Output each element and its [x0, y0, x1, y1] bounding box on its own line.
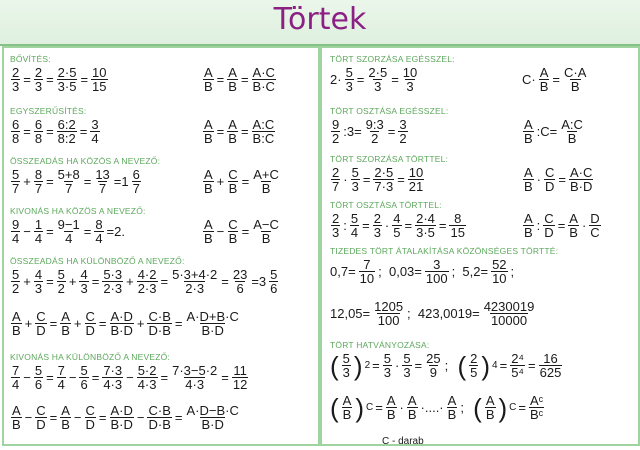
heading-hatvany: TÖRT HATVÁNYOZÁSA:	[330, 340, 430, 350]
expr-hatvany-2: ( $\frac{A}{B}$ ) C = $\frac{A}{B}$ · $\frac{A}{B}$ ·....· $\frac{A}{B}$ ; ( $\frac{A}{B}$ ) C = $\frac{\text{Aᶜ}}{\text{Bᶜ}}$	[330, 392, 544, 423]
heading-kivonas-kulonbozo: KIVONÁS HA KÜLÖNBÖZŐ A NEVEZŐ:	[10, 352, 170, 362]
page-title: Törtek	[273, 2, 367, 37]
expr-egyszerusites-1: $\frac{6}{8}$ = $\frac{6}{8}$ = $\frac{6:2}{8:2}$ = $\frac{3}{4}$	[12, 117, 99, 146]
expr-kivonas-kulonbozo-2: $\frac{A}{B}$ − $\frac{C}{D}$ = $\frac{A}{B}$ − $\frac{C}{D}$ = $\frac{A\cdot D}{B\cdot D}$ − $\frac{C\cdot B}{D\cdot B}$ = $\frac{A\cdot D-B\cdot C}{B\cdot D}$	[12, 403, 239, 432]
expr-osszeadas-kozos-1: $\frac{5}{7}$ + $\frac{8}{7}$ = $\frac{5+8}{7}$ = $\frac{13}{7}$ =1 $\frac{6}{7}$	[12, 167, 140, 196]
heading-osszeadas-kozos: ÖSSZEADÁS HA KÖZÖS A NEVEZŐ:	[10, 156, 161, 166]
expr-kivonas-kozos-1: $\frac{9}{4}$ − $\frac{1}{4}$ = $\frac{9-1}{4}$ = $\frac{8}{4}$ =2.	[12, 217, 125, 246]
heading-tizedes: TIZEDES TÖRT ÁTALAKÍTÁSA KÖZÖNSÉGES TÖRTTÉ:	[330, 246, 559, 256]
expr-tizedes-2: 12,05= $\frac{1205}{100}$ ; 423,0019= $\frac{4230019}{10000}$	[330, 299, 535, 328]
expr-kivonas-kozos-2: $\frac{A}{B}$ − $\frac{C}{B}$ = $\frac{A-C}{B}$	[204, 217, 279, 246]
expr-hatvany-1: ( $\frac{5}{3}$ ) 2 = $\frac{5}{3}$ · $\frac{5}{3}$ = $\frac{25}{9}$ ; ( $\frac{2}{5}$ ) 4 = $\frac{\text{2⁴}}{\text{5⁴}}$ = $\frac{16}{625}$	[330, 350, 562, 381]
expr-egyszerusites-2: $\frac{A}{B}$ = $\frac{A}{B}$ = $\frac{A:C}{B:C}$	[204, 117, 275, 146]
c-darab-label: C - darab	[382, 436, 424, 447]
expr-osztas-egesz-2: $\frac{A}{B}$ :C= $\frac{A:C}{B}$	[524, 117, 583, 146]
expr-osszeadas-kulonbozo-2: $\frac{A}{B}$ + $\frac{C}{D}$ = $\frac{A}{B}$ + $\frac{C}{D}$ = $\frac{A\cdot D}{B\cdot D}$ + $\frac{C\cdot B}{D\cdot B}$ = $\frac{A\cdot D+B\cdot C}{B\cdot D}$	[12, 309, 239, 338]
right-panel	[320, 46, 640, 446]
expr-osztas-egesz-1: $\frac{9}{2}$ :3= $\frac{9:3}{2}$ = $\frac{3}{2}$	[332, 117, 407, 146]
expr-tizedes-1: 0,7= $\frac{7}{10}$ ; 0,03= $\frac{3}{100}$ ; 5,2= $\frac{52}{10}$ ;	[330, 257, 515, 286]
heading-szorzas-egesz: TÖRT SZORZÁSA EGÉSSZEL:	[330, 54, 455, 64]
heading-egyszerusites: EGYSZERŰSÍTÉS:	[10, 106, 87, 116]
expr-szorzas-tort-2: $\frac{A}{B}$ · $\frac{C}{D}$ = $\frac{A\cdot C}{B\cdot D}$	[524, 165, 593, 194]
heading-kivonas-kozos: KIVONÁS HA KÖZÖS A NEVEZŐ:	[10, 206, 146, 216]
expr-szorzas-egesz-1: 2· $\frac{5}{3}$ = $\frac{2\cdot 5}{3}$ = $\frac{10}{3}$	[330, 65, 418, 94]
heading-osztas-egesz: TÖRT OSZTÁSA EGÉSSZEL:	[330, 106, 449, 116]
expr-bovites-1: $\frac{2}{3}$ = $\frac{2}{3}$ = $\frac{2\cdot 5}{3\cdot 5}$ = $\frac{10}{15}$	[12, 65, 107, 94]
heading-osszeadas-kulonbozo: ÖSSZEADÁS HA KÜLÖNBÖZŐ A NEVEZŐ:	[10, 256, 185, 266]
expr-osszeadas-kozos-2: $\frac{A}{B}$ + $\frac{C}{B}$ = $\frac{A+C}{B}$	[204, 167, 279, 196]
title-bar	[0, 0, 640, 46]
expr-osztas-tort-2: $\frac{A}{B}$ : $\frac{C}{D}$ = $\frac{A}{B}$ · $\frac{D}{C}$	[524, 211, 600, 240]
expr-osszeadas-kulonbozo-1: $\frac{5}{2}$ + $\frac{4}{3}$ = $\frac{5}{2}$ + $\frac{4}{3}$ = $\frac{5\cdot 3}{2\cdot 3}$ + $\frac{4\cdot 2}{2\cdot 3}$ = $\frac{5\cdot 3+4\cdot 2}{2\cdot 3}$ = $\frac{23}{6}$ =3 $\frac{5}{6}$	[12, 267, 278, 296]
expr-kivonas-kulonbozo-1: $\frac{7}{4}$ − $\frac{5}{6}$ = $\frac{7}{4}$ − $\frac{5}{6}$ = $\frac{7\cdot 3}{4\cdot 3}$ − $\frac{5\cdot 2}{4\cdot 3}$ = $\frac{7\cdot 3-5\cdot 2}{4\cdot 3}$ = $\frac{11}{12}$	[12, 363, 248, 392]
expr-szorzas-egesz-2: C· $\frac{A}{B}$ = $\frac{C\cdot A}{B}$	[522, 65, 587, 94]
expr-osztas-tort-1: $\frac{2}{3}$ : $\frac{5}{4}$ = $\frac{2}{3}$ · $\frac{4}{5}$ = $\frac{2\cdot 4}{3\cdot 5}$ = $\frac{8}{15}$	[332, 211, 465, 240]
heading-szorzas-tort: TÖRT SZORZÁSA TÖRTTEL:	[330, 154, 449, 164]
heading-bovites: BŐVÍTÉS:	[10, 54, 51, 64]
expr-bovites-2: $\frac{A}{B}$ = $\frac{A}{B}$ = $\frac{A\cdot C}{B\cdot C}$	[204, 65, 275, 94]
expr-szorzas-tort-1: $\frac{2}{7}$ · $\frac{5}{3}$ = $\frac{2\cdot 5}{7\cdot 3}$ = $\frac{10}{21}$	[332, 165, 424, 194]
heading-osztas-tort: TÖRT OSZTÁSA TÖRTTEL:	[330, 200, 442, 210]
left-panel	[2, 46, 320, 446]
